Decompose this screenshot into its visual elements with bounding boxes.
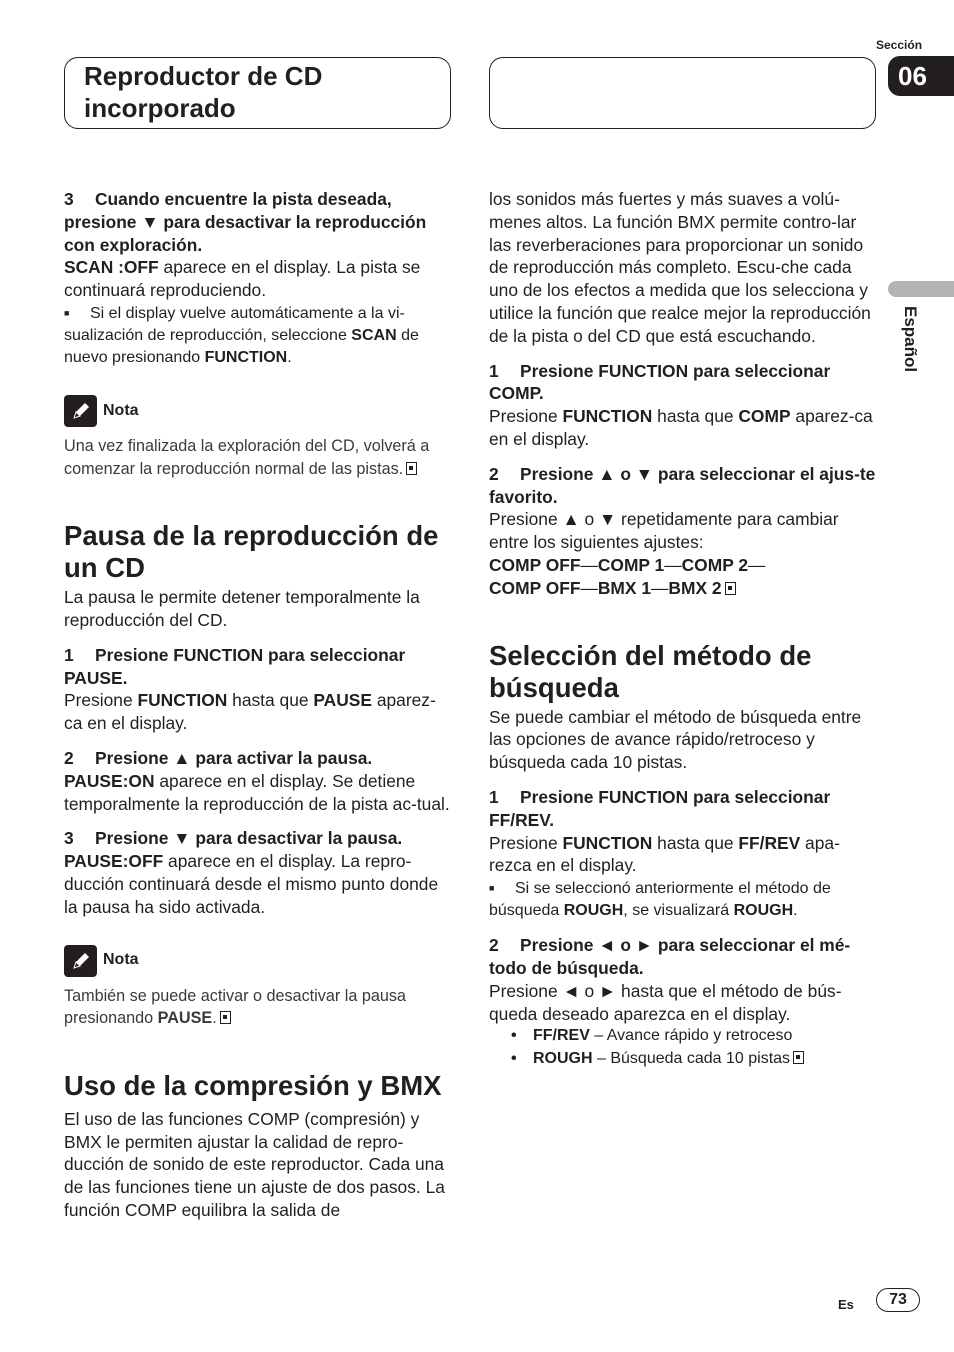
heading-search-method: Selección del método de búsqueda [489, 639, 812, 703]
end-mark-icon [793, 1051, 804, 1064]
end-mark-icon [406, 462, 417, 475]
step-search-2: 2 Presione ◄ o ► para seleccionar el mé-todo de búsqueda. [489, 935, 851, 978]
language-label: Español [901, 306, 920, 373]
section-label: Sección [876, 38, 923, 52]
step-pause-1: 1 Presione FUNCTION para seleccionar PAUSE. [64, 644, 406, 688]
step-pause-1-body: Presione FUNCTION hasta que PAUSE aparez-ca en el display. [64, 690, 436, 734]
comp-intro-continued: los sonidos más fuertes y más suaves a volú-menes altos. La función BMX permite contro-lar las reverberaciones para proporcionar un sonido de reproducción más completo. Escu-che cada uno de los efectos a medida que los selecciona y utilice la función que realce mejor la reproducción de la pista o del CD que está escuchando. [489, 189, 871, 346]
heading-pause: Pausa de la reproducción de un CD [64, 520, 439, 584]
list-item: • ROUGH – Búsqueda cada 10 pistas [489, 1048, 877, 1071]
square-bullet-icon: ■ [489, 883, 495, 894]
language-tab [888, 281, 954, 297]
step-pause-2: 2 Presione ▲ para activar la pausa. [64, 747, 373, 768]
note-text-scan: Una vez finalizada la exploración del CD, volverá a comenzar la reproducción normal de las pistas. [64, 436, 430, 478]
step-scan-off: 3 Cuando encuentre la pista deseada, presione ▼ para desactivar la reproducción con exploración. [64, 189, 427, 255]
heading-comp-bmx: Uso de la compresión y BMX [64, 1069, 442, 1101]
comp-sequence: COMP OFF—COMP 1—COMP 2— COMP OFF—BMX 1—BMX 2 [489, 554, 766, 598]
pause-intro: La pausa le permite detener temporalmente la reproducción del CD. [64, 587, 420, 630]
end-mark-icon [220, 1011, 231, 1024]
step-search-1-body: Presione FUNCTION hasta que FF/REV apa-rezca en el display. [489, 832, 840, 876]
step-scan-off-body: SCAN :OFF aparece en el display. La pista se continuará reproduciendo. [64, 257, 421, 301]
step-pause-2-body: PAUSE:ON aparece en el display. Se detiene temporalmente la reproducción de la pista ac-tual. [64, 770, 450, 814]
search-intro: Se puede cambiar el método de búsqueda entre las opciones de avance rápido/retroceso y búsqueda cada 10 pistas. [489, 706, 862, 773]
step-search-2-body: Presione ◄ o ► hasta que el método de bús-queda deseado aparezca en el display. [489, 980, 842, 1024]
end-mark-icon [725, 582, 736, 595]
rough-bullet: ■ Si se seleccionó anteriormente el método de búsqueda ROUGH, se visualizará ROUGH. [489, 877, 877, 922]
list-item: • FF/REV – Avance rápido y retroceso [489, 1025, 877, 1048]
step-search-1: 1 Presione FUNCTION para seleccionar FF/REV. [489, 786, 831, 830]
pencil-icon [64, 945, 97, 977]
page-number: 73 [876, 1288, 920, 1312]
step-comp-2: 2 Presione ▲ o ▼ para seleccionar el ajus-te favorito. [489, 463, 876, 507]
square-bullet-icon: ■ [64, 307, 70, 318]
header-empty-box [489, 57, 876, 129]
scan-bullet: ■ Si el display vuelve automáticamente a la vi-sualización de reproducción, seleccione SCAN de nuevo presionando FUNCTION. [64, 302, 452, 369]
step-comp-1: 1 Presione FUNCTION para seleccionar COMP. [489, 360, 831, 404]
step-pause-3-body: PAUSE:OFF aparece en el display. La repro-ducción continuará desde el mismo punto donde la pausa ha sido activada. [64, 851, 439, 917]
note-text-pause: También se puede activar o desactivar la pausa presionando PAUSE. [64, 986, 406, 1028]
pencil-icon [64, 395, 97, 427]
search-options-list [489, 1025, 877, 1070]
note-header: Nota [64, 945, 452, 977]
section-number-badge: 06 [888, 56, 954, 96]
step-pause-3: 3 Presione ▼ para desactivar la pausa. [64, 828, 403, 849]
step-comp-1-body: Presione FUNCTION hasta que COMP aparez-ca en el display. [489, 406, 873, 449]
right-column [489, 188, 877, 1071]
left-column [64, 188, 452, 1222]
step-comp-2-body: Presione ▲ o ▼ repetidamente para cambiar entre los siguientes ajustes: [489, 509, 839, 553]
chapter-title: Reproductor de CD incorporado [84, 61, 323, 123]
comp-intro: El uso de las funciones COMP (compresión) y BMX le permiten ajustar la calidad de repro-ducción de sonido de este reproductor. Cada una de las funciones tiene un ajuste de dos pasos. La función COMP equilibra la salida de [64, 1108, 445, 1220]
footer-language-code: Es [838, 1297, 854, 1312]
note-header: Nota [64, 395, 452, 427]
